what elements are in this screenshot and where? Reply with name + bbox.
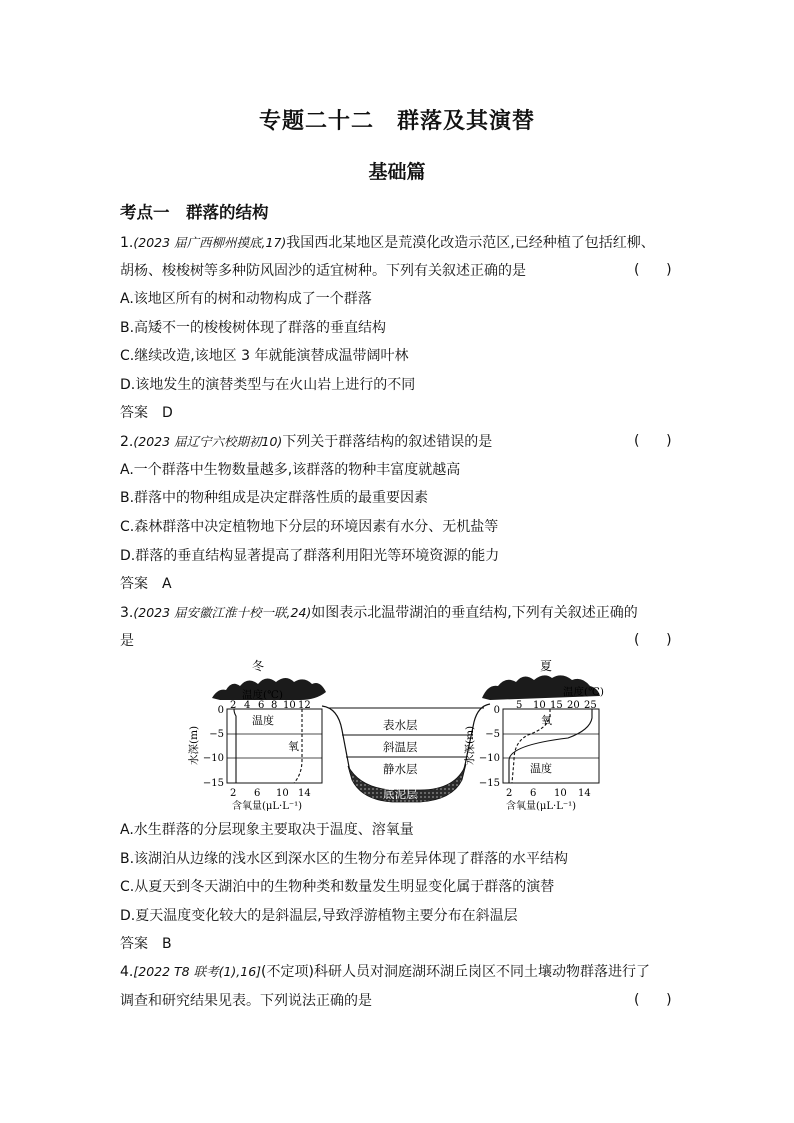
winter-temp-tick: 4 [244,700,251,711]
page-subtitle: 基础篇 [368,161,426,183]
q4-stem-line-2: 调查和研究结果见表。下列说法正确的是 [120,993,372,1009]
summer-depth-tick: −5 [485,729,500,740]
q3-stem-text: 如图表示北温带湖泊的垂直结构,下列有关叙述正确的 [311,605,638,621]
winter-depth-tick: −15 [202,778,224,789]
q3-option-b: B.该湖泊从边缘的浅水区到深水区的生物分布差异体现了群落的水平结构 [120,851,569,867]
winter-temp-tick: 10 [283,700,296,711]
summer-oxygen-tick: 14 [578,788,591,799]
winter-temp-tick: 2 [230,700,237,711]
summer-oxygen-tick: 2 [506,788,513,799]
winter-oxygen-tick: 2 [230,788,237,799]
winter-oxygen-tick: 10 [276,788,289,799]
q3-answer-bracket: ( ) [634,632,672,648]
winter-depth-tick: 0 [217,705,224,716]
winter-temp-tick: 12 [298,700,311,711]
q1-option-a: A.该地区所有的树和动物构成了一个群落 [120,291,372,307]
q3-stem-line-2: 是 [120,633,134,649]
summer-oxygen-tick: 10 [554,788,567,799]
q2-source: (2023 届辽宁六校期初10) [133,434,283,449]
summer-oxygen-curve-label: 氧 [541,714,552,727]
summer-oxygen-tick: 6 [530,788,537,799]
q3-stem-line-1 [120,604,638,622]
q1-option-b: B.高矮不一的梭梭树体现了群落的垂直结构 [120,320,387,336]
summer-depth-gridlines [503,734,599,758]
q2-option-a: A.一个群落中生物数量越多,该群落的物种丰富度就越高 [120,462,461,478]
q2-option-c: C.森林群落中决定植物地下分层的环境因素有水分、无机盐等 [120,519,499,535]
summer-depth-tick: −15 [478,778,500,789]
winter-label: 冬 [252,659,265,673]
q2-stem-line-1 [120,433,492,451]
winter-oxygen-tick: 14 [298,788,311,799]
q3-option-d: D.夏天温度变化较大的是斜温层,导致浮游植物主要分布在斜温层 [120,908,518,924]
summer-profile-chart [463,685,604,812]
winter-depth-axis-label: 水深(m) [188,725,200,765]
summer-temp-tick: 15 [550,700,563,711]
winter-temp-curve-label: 温度 [252,714,274,727]
q3-answer: 答案 B [120,936,172,952]
winter-oxygen-axis-label: 含氧量(μL·L⁻¹) [232,801,303,812]
layer-label-surface: 表水层 [383,718,418,732]
q1-stem-line-2: 胡杨、梭梭树等多种防风固沙的适宜树种。下列有关叙述正确的是 [120,263,526,279]
q3-option-a: A.水生群落的分层现象主要取决于温度、溶氧量 [120,822,414,838]
q2-option-d: D.群落的垂直结构显著提高了群落利用阳光等环境资源的能力 [120,548,500,564]
winter-temp-axis-label: 温度(℃) [242,689,283,701]
q3-option-c: C.从夏天到冬天湖泊中的生物种类和数量发生明显变化属于群落的演替 [120,879,555,895]
q1-number: 1. [120,235,134,251]
q4-source: [2022 T8 联考(1),16] [133,964,262,979]
layer-label-sediment: 底泥层 [383,787,418,801]
q2-number: 2. [120,434,134,450]
page-title: 专题二十二 群落及其演替 [258,109,535,134]
summer-depth-tick: −10 [478,753,500,764]
winter-profile-chart [187,688,322,812]
q1-answer-bracket: ( ) [634,262,672,278]
q4-answer-bracket: ( ) [634,992,672,1008]
q1-stem-line-1 [120,234,655,252]
q3-number: 3. [120,605,134,621]
winter-plot-frame [227,709,322,783]
q2-answer-bracket: ( ) [634,433,672,449]
winter-temp-tick: 8 [271,700,278,711]
summer-temp-axis-label: 温度(℃) [563,686,604,698]
q1-option-c: C.继续改造,该地区 3 年就能演替成温带阔叶林 [120,348,409,364]
winter-depth-gridlines [227,734,322,758]
q2-option-b: B.群落中的物种组成是决定群落性质的最重要因素 [120,490,429,506]
q1-answer: 答案 D [120,405,173,421]
q4-number: 4. [120,964,134,980]
winter-temperature-curve [234,709,236,783]
layer-label-thermocline: 斜温层 [383,740,418,754]
summer-depth-axis-label: 水深(m) [464,725,476,765]
winter-temp-tick: 6 [258,700,265,711]
q4-stem-text: (不定项)科研人员对洞庭湖环湖丘岗区不同土壤动物群落进行了 [261,964,650,980]
summer-oxygen-axis-label: 含氧量(μL·L⁻¹) [506,801,577,812]
q2-answer: 答案 A [120,576,172,592]
q1-stem-text: 我国西北某地区是荒漠化改造示范区,已经种植了包括红柳、 [286,235,655,251]
q3-source: (2023 届安徽江淮十校一联,24) [133,605,312,620]
summer-temp-tick: 5 [516,700,523,711]
summer-label: 夏 [540,659,553,673]
winter-depth-tick: −5 [209,729,224,740]
q2-stem-text: 下列关于群落结构的叙述错误的是 [282,434,493,450]
winter-oxygen-curve-label: 氧 [288,740,299,753]
winter-depth-tick: −10 [202,753,224,764]
section-heading: 考点一 群落的结构 [120,203,269,222]
q4-stem-line-1 [120,963,650,981]
layer-label-hypolimnion: 静水层 [383,762,418,776]
lake-vertical-structure-figure [180,654,620,814]
winter-oxygen-tick: 6 [254,788,261,799]
q1-source: (2023 届广西柳州摸底,17) [133,235,287,250]
summer-depth-tick: 0 [493,705,500,716]
summer-temp-tick: 10 [533,700,546,711]
q1-option-d: D.该地发生的演替类型与在火山岩上进行的不同 [120,377,416,393]
summer-temp-tick: 20 [567,700,580,711]
summer-temp-curve-label: 温度 [530,762,552,775]
summer-temp-tick: 25 [584,700,597,711]
